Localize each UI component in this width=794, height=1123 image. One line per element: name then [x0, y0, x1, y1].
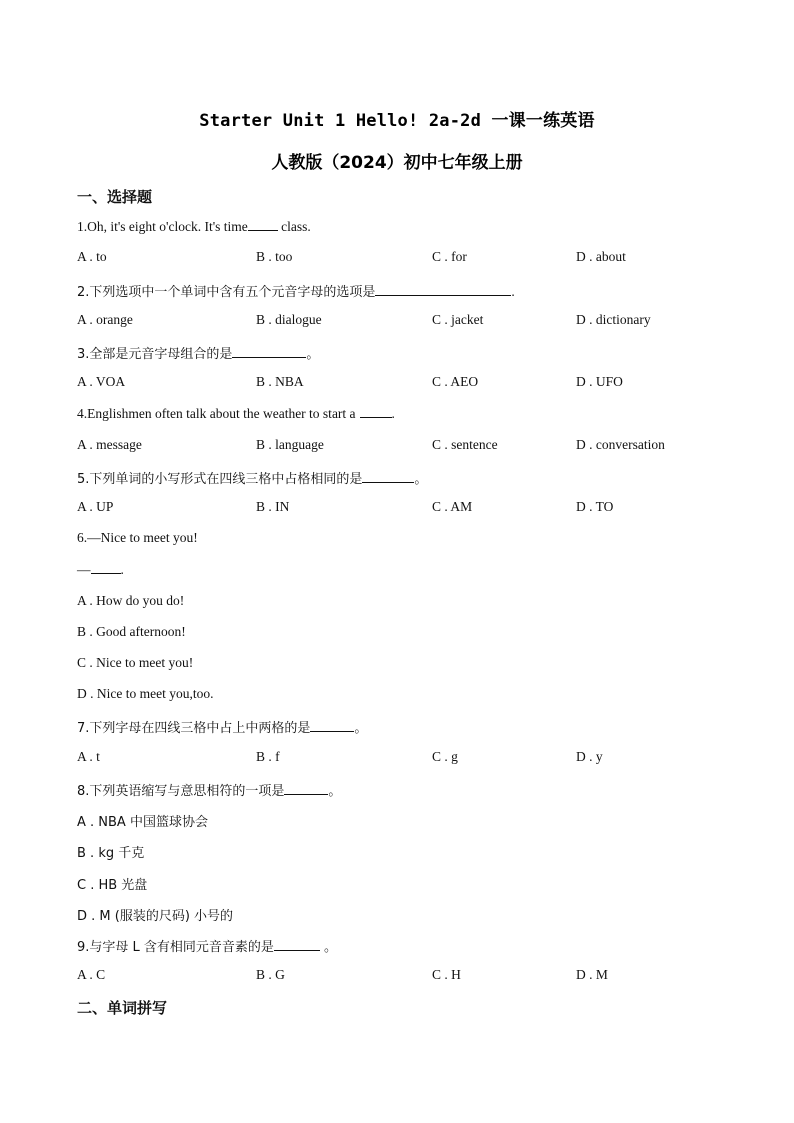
question-stem: 5.下列单词的小写形式在四线三格中占格相同的是	[77, 472, 363, 487]
q6-option-c: C . Nice to meet you!	[77, 655, 194, 670]
q7-option-d: D . y	[576, 749, 603, 764]
q1-option-a: A . to	[77, 249, 107, 264]
q3-option-d: D . UFO	[576, 374, 623, 389]
question-stem: 2.下列选项中一个单词中含有五个元音字母的选项是	[77, 285, 376, 300]
q1-option-b: B . too	[256, 249, 293, 264]
q8-option-c: C . HB 光盘	[77, 878, 148, 893]
question-2	[77, 281, 515, 300]
answer-blank	[284, 782, 328, 795]
q4-option-b: B . language	[256, 437, 324, 452]
q7-option-b: B . f	[256, 749, 280, 764]
question-tail: 。	[414, 472, 428, 487]
answer-blank	[362, 470, 414, 483]
q8-option-a: A . NBA 中国篮球协会	[77, 815, 208, 830]
reply-dash: —	[77, 562, 91, 577]
worksheet-title: Starter Unit 1 Hello! 2a-2d 一课一练英语	[199, 111, 595, 131]
q3-option-c: C . AEO	[432, 374, 479, 389]
q2-option-a: A . orange	[77, 312, 133, 327]
q1-option-c: C . for	[432, 249, 467, 264]
q2-option-b: B . dialogue	[256, 312, 322, 327]
q2-option-d: D . dictionary	[576, 312, 651, 327]
q4-option-c: C . sentence	[432, 437, 498, 452]
worksheet-subtitle: 人教版（2024）初中七年级上册	[271, 153, 523, 173]
q7-option-a: A . t	[77, 749, 100, 764]
question-stem: 9.与字母 L 含有相同元音音素的是	[77, 940, 274, 955]
answer-blank	[310, 719, 354, 732]
question-8	[77, 780, 341, 799]
answer-blank	[248, 218, 278, 231]
answer-blank	[232, 345, 306, 358]
question-tail: 。	[306, 347, 320, 362]
question-5	[77, 468, 427, 487]
answer-blank	[360, 405, 392, 418]
question-stem: 3.全部是元音字母组合的是	[77, 347, 233, 362]
q9-option-a: A . C	[77, 967, 106, 982]
q5-option-b: B . IN	[256, 499, 290, 514]
question-tail: .	[391, 406, 395, 421]
q9-option-c: C . H	[432, 967, 461, 982]
question-tail: class.	[277, 219, 311, 234]
question-6-reply	[77, 561, 124, 578]
question-4	[77, 405, 395, 422]
answer-blank	[91, 561, 121, 574]
question-tail: 。	[328, 784, 342, 799]
q2-option-c: C . jacket	[432, 312, 484, 327]
q6-option-b: B . Good afternoon!	[77, 624, 186, 639]
q7-option-c: C . g	[432, 749, 458, 764]
q4-option-a: A . message	[77, 437, 142, 452]
q8-option-b: B . kg 千克	[77, 846, 145, 861]
answer-blank	[375, 283, 511, 296]
section-heading-choice: 一、选择题	[77, 188, 153, 206]
q1-option-d: D . about	[576, 249, 626, 264]
question-7	[77, 717, 367, 736]
q6-option-a: A . How do you do!	[77, 593, 185, 608]
answer-blank	[274, 938, 320, 951]
question-stem: 1.Oh, it's eight o'clock. It's time	[77, 219, 248, 234]
q9-option-b: B . G	[256, 967, 285, 982]
question-tail: .	[511, 284, 515, 299]
q6-option-d: D . Nice to meet you,too.	[77, 686, 214, 701]
question-stem: 8.下列英语缩写与意思相符的一项是	[77, 784, 285, 799]
q4-option-d: D . conversation	[576, 437, 665, 452]
q3-option-b: B . NBA	[256, 374, 304, 389]
q5-option-d: D . TO	[576, 499, 614, 514]
question-9	[77, 936, 337, 955]
q5-option-a: A . UP	[77, 499, 114, 514]
q5-option-c: C . AM	[432, 499, 473, 514]
section-heading-spelling: 二、单词拼写	[77, 999, 168, 1017]
question-3	[77, 343, 319, 362]
question-tail: 。	[319, 940, 338, 955]
question-stem: 4.Englishmen often talk about the weather to start a	[77, 406, 356, 421]
question-6: 6.—Nice to meet you!	[77, 530, 198, 545]
question-tail: .	[120, 562, 124, 577]
question-stem: 7.下列字母在四线三格中占上中两格的是	[77, 721, 311, 736]
question-tail: 。	[354, 721, 368, 736]
q8-option-d: D . M (服装的尺码) 小号的	[77, 909, 234, 924]
q3-option-a: A . VOA	[77, 374, 126, 389]
q9-option-d: D . M	[576, 967, 608, 982]
question-1	[77, 218, 311, 235]
